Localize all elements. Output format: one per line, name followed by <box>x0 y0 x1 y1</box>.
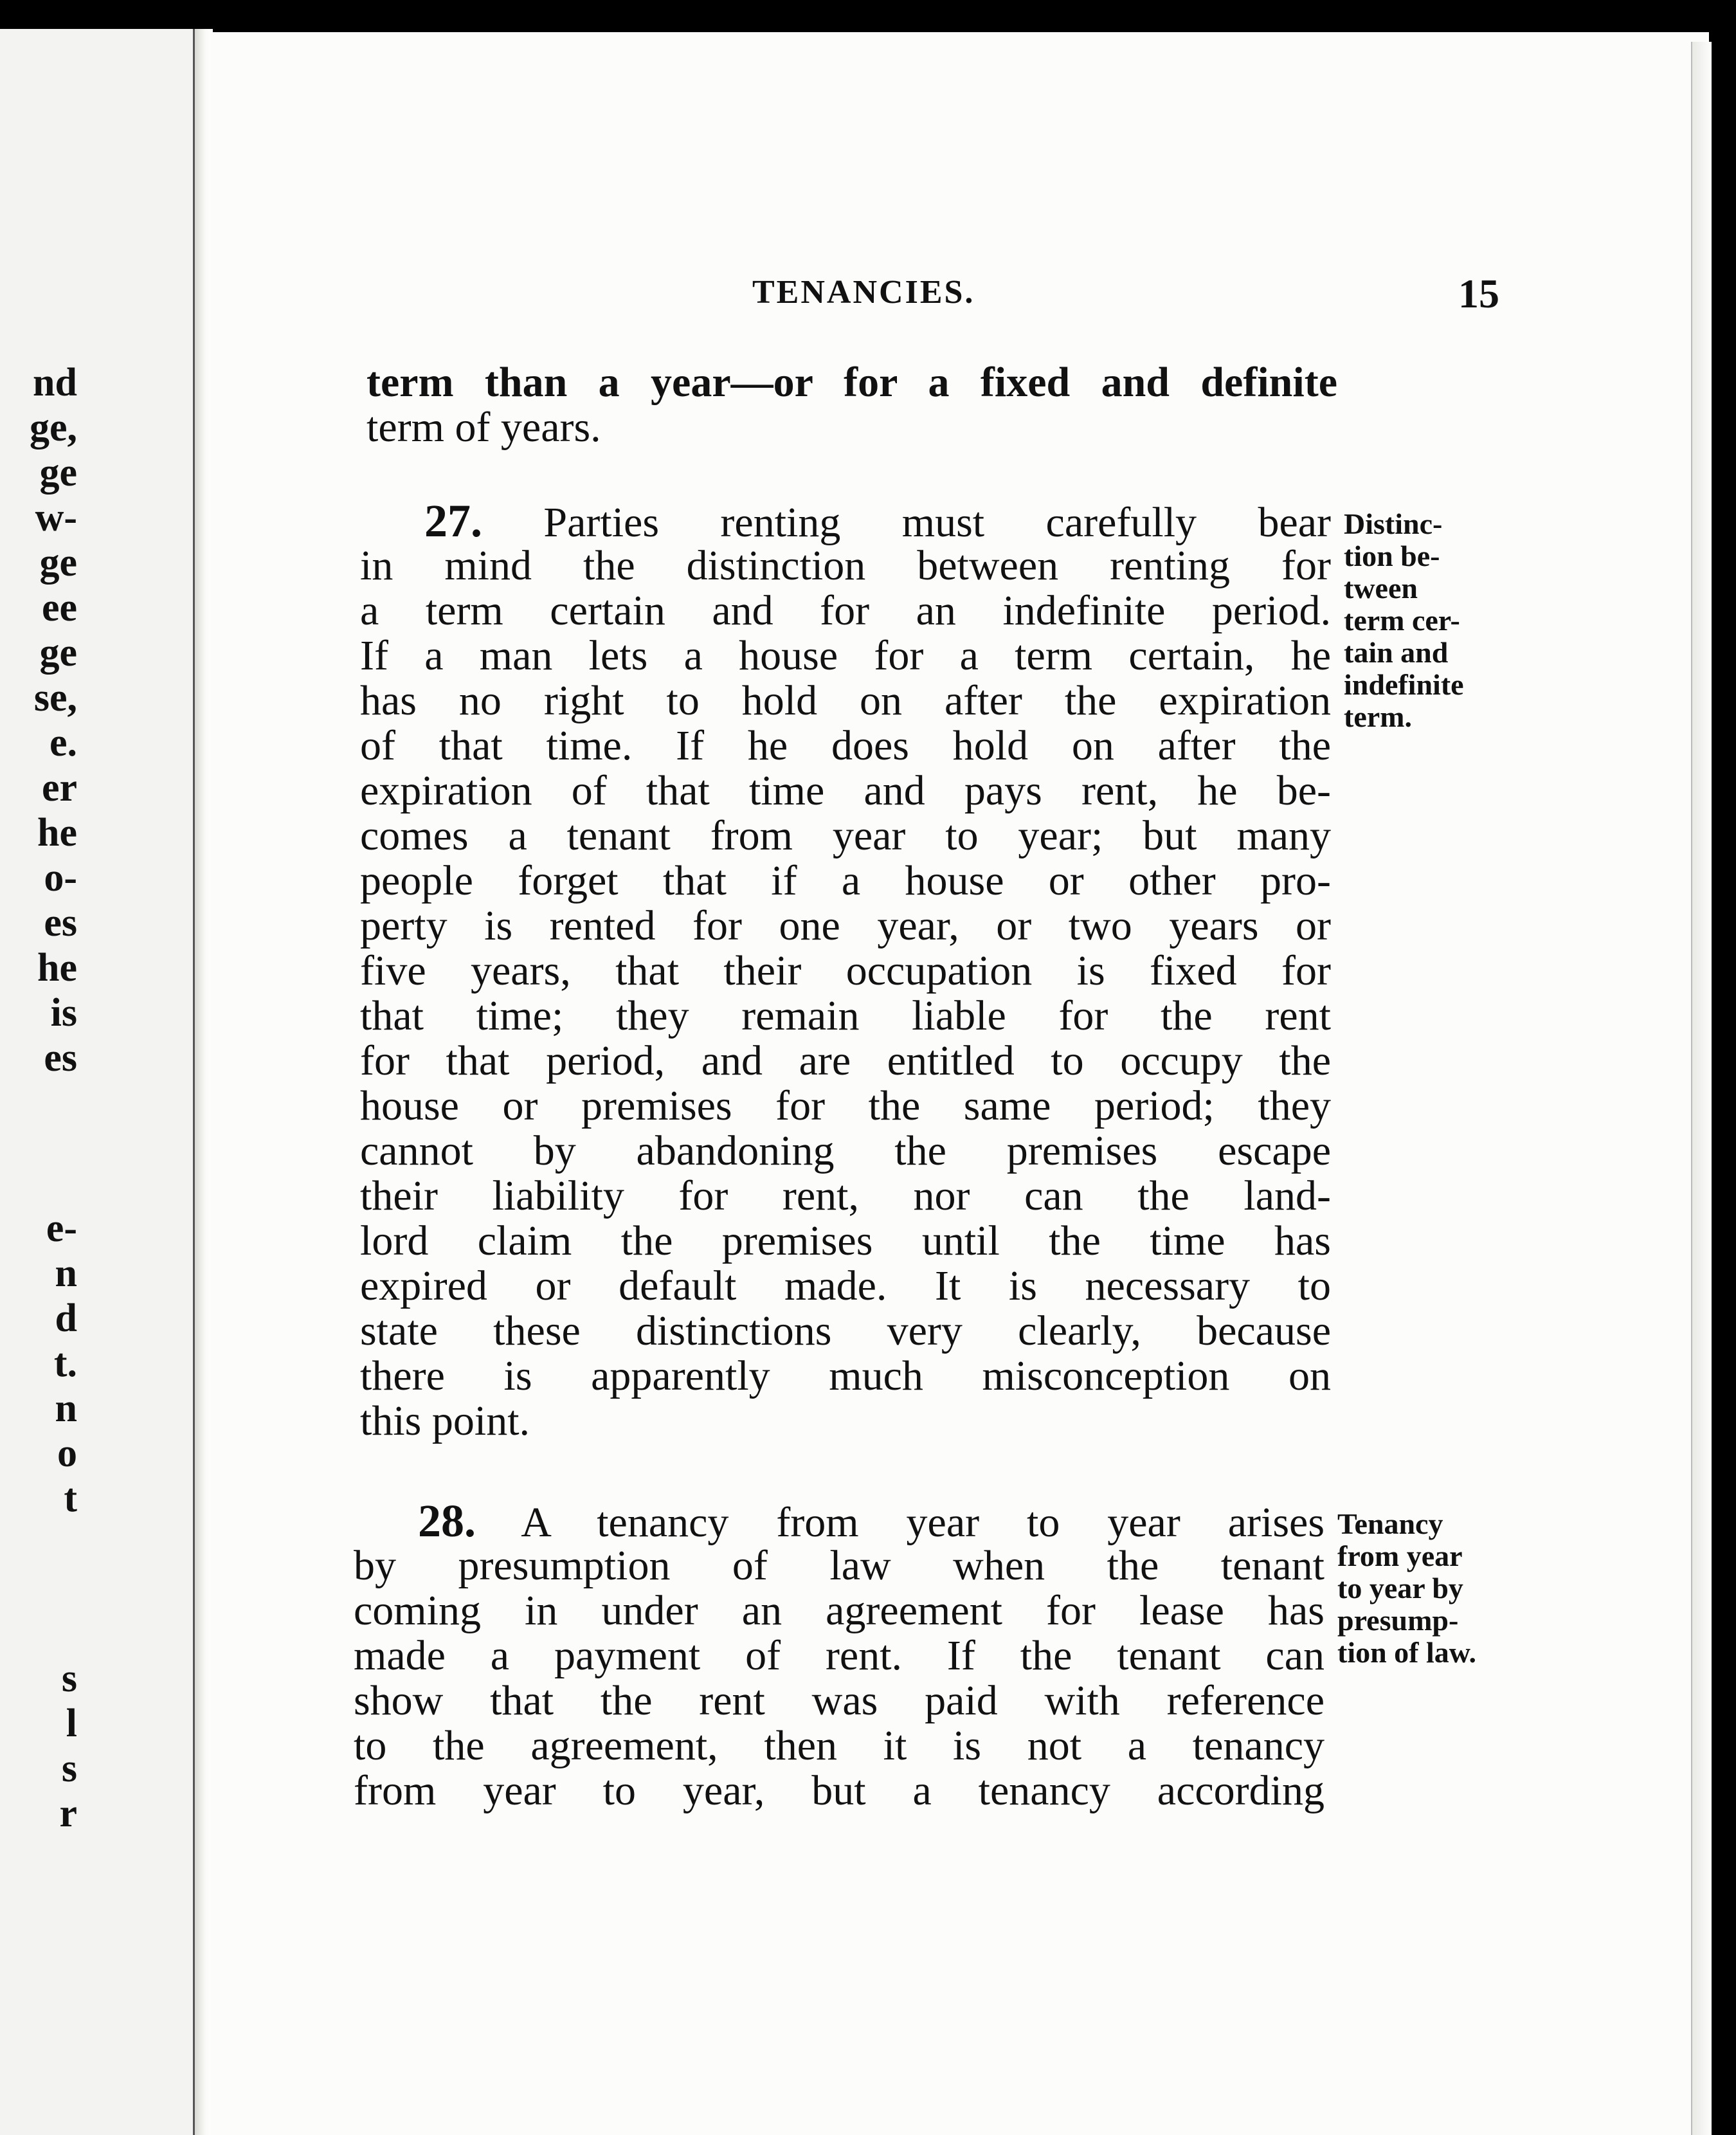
left-fragment: nd <box>33 361 77 404</box>
text-line: lord claim the premises until the time has <box>360 1217 1331 1264</box>
page-number: 15 <box>1458 271 1499 316</box>
left-fragment: s <box>61 1657 77 1700</box>
text-line: expiration of that time and pays rent, he be- <box>360 767 1331 814</box>
text-line: to the agreement, then it is not a tenancy <box>354 1722 1325 1769</box>
sidenote-line: to year by <box>1337 1572 1463 1604</box>
text-line: of that time. If he does hold on after the <box>360 722 1331 769</box>
left-fragment: ge <box>39 541 77 585</box>
text-line <box>424 495 1332 547</box>
sidenote-line: from year <box>1337 1540 1463 1572</box>
left-fragment: er <box>41 766 77 810</box>
left-fragment: se, <box>33 676 77 720</box>
left-fragment: l <box>66 1702 77 1745</box>
text-line <box>418 1495 1325 1547</box>
book-gutter <box>193 29 213 2135</box>
page-edge <box>1691 42 1712 2135</box>
text-line: perty is rented for one year, or two years or <box>360 902 1331 949</box>
sidenote-line: indefinite <box>1344 668 1464 701</box>
sidenote-line: tain and <box>1344 636 1449 669</box>
text-line: term than a year—or for a fixed and definite <box>366 359 1337 406</box>
text-line: people forget that if a house or other pro- <box>360 857 1331 904</box>
left-fragment: o- <box>44 856 77 900</box>
text-line: that time; they remain liable for the rent <box>360 992 1331 1039</box>
text-line: five years, that their occupation is fixed for <box>360 947 1331 994</box>
left-fragment: d <box>55 1296 77 1340</box>
section-text: A tenancy from year to year arises <box>521 1499 1325 1546</box>
left-fragment: t. <box>53 1341 77 1385</box>
sidenote-line: tween <box>1344 572 1418 604</box>
left-fragment: t <box>64 1476 77 1520</box>
left-fragment: r <box>59 1792 77 1835</box>
text-line: a term certain and for an indefinite period. <box>360 587 1331 634</box>
text-line: for that period, and are entitled to occupy the <box>360 1037 1331 1084</box>
left-fragment: es <box>44 1036 77 1080</box>
section-number: 28. <box>418 1495 476 1547</box>
left-fragment: n <box>55 1386 77 1430</box>
sidenote-line: tion of law. <box>1337 1636 1476 1669</box>
left-fragment: ge <box>39 631 77 675</box>
left-fragment: n <box>55 1251 77 1295</box>
text-line: in mind the distinction between renting for <box>360 542 1331 589</box>
sidenote-line: term cer- <box>1344 604 1460 637</box>
text-line: by presumption of law when the tenant <box>354 1542 1325 1589</box>
left-fragment: es <box>44 901 77 945</box>
text-line: this point. <box>360 1397 530 1444</box>
left-fragment: s <box>61 1747 77 1790</box>
left-fragment: ge <box>39 451 77 495</box>
text-line: house or premises for the same period; they <box>360 1082 1331 1129</box>
section-number: 27. <box>424 495 482 547</box>
sidenote-line: Tenancy <box>1337 1507 1443 1540</box>
left-fragment: he <box>37 811 77 855</box>
text-line: show that the rent was paid with reference <box>354 1677 1325 1724</box>
left-fragment: e. <box>49 721 77 765</box>
text-line: coming in under an agreement for lease has <box>354 1587 1325 1634</box>
left-fragment: o <box>57 1431 77 1475</box>
left-page <box>0 29 193 2135</box>
sidenote-line: Distinc- <box>1344 507 1443 540</box>
left-fragment: w- <box>35 496 77 540</box>
running-title: TENANCIES. <box>752 274 975 311</box>
left-fragment: ee <box>41 586 77 630</box>
left-fragment: is <box>50 991 77 1035</box>
left-fragment: ge, <box>29 406 77 450</box>
text-line: there is apparently much misconception on <box>360 1352 1331 1399</box>
sidenote-line: presump- <box>1337 1604 1459 1637</box>
text-line: made a payment of rent. If the tenant can <box>354 1632 1325 1679</box>
text-line: state these distinctions very clearly, because <box>360 1307 1331 1354</box>
text-line: expired or default made. It is necessary to <box>360 1262 1331 1309</box>
sidenote-line: tion be- <box>1344 540 1440 572</box>
text-line: If a man lets a house for a term certain, he <box>360 632 1331 679</box>
text-line: comes a tenant from year to year; but many <box>360 812 1331 859</box>
text-line: has no right to hold on after the expiration <box>360 677 1331 724</box>
left-fragment: e- <box>46 1206 77 1250</box>
section-text: Parties renting must carefully bear <box>543 499 1332 546</box>
sidenote-line: term. <box>1344 700 1412 733</box>
text-line: their liability for rent, nor can the land- <box>360 1172 1331 1219</box>
text-line: cannot by abandoning the premises escape <box>360 1127 1331 1174</box>
text-line: term of years. <box>366 404 601 451</box>
text-line: from year to year, but a tenancy according <box>354 1767 1325 1814</box>
left-fragment: he <box>37 946 77 990</box>
